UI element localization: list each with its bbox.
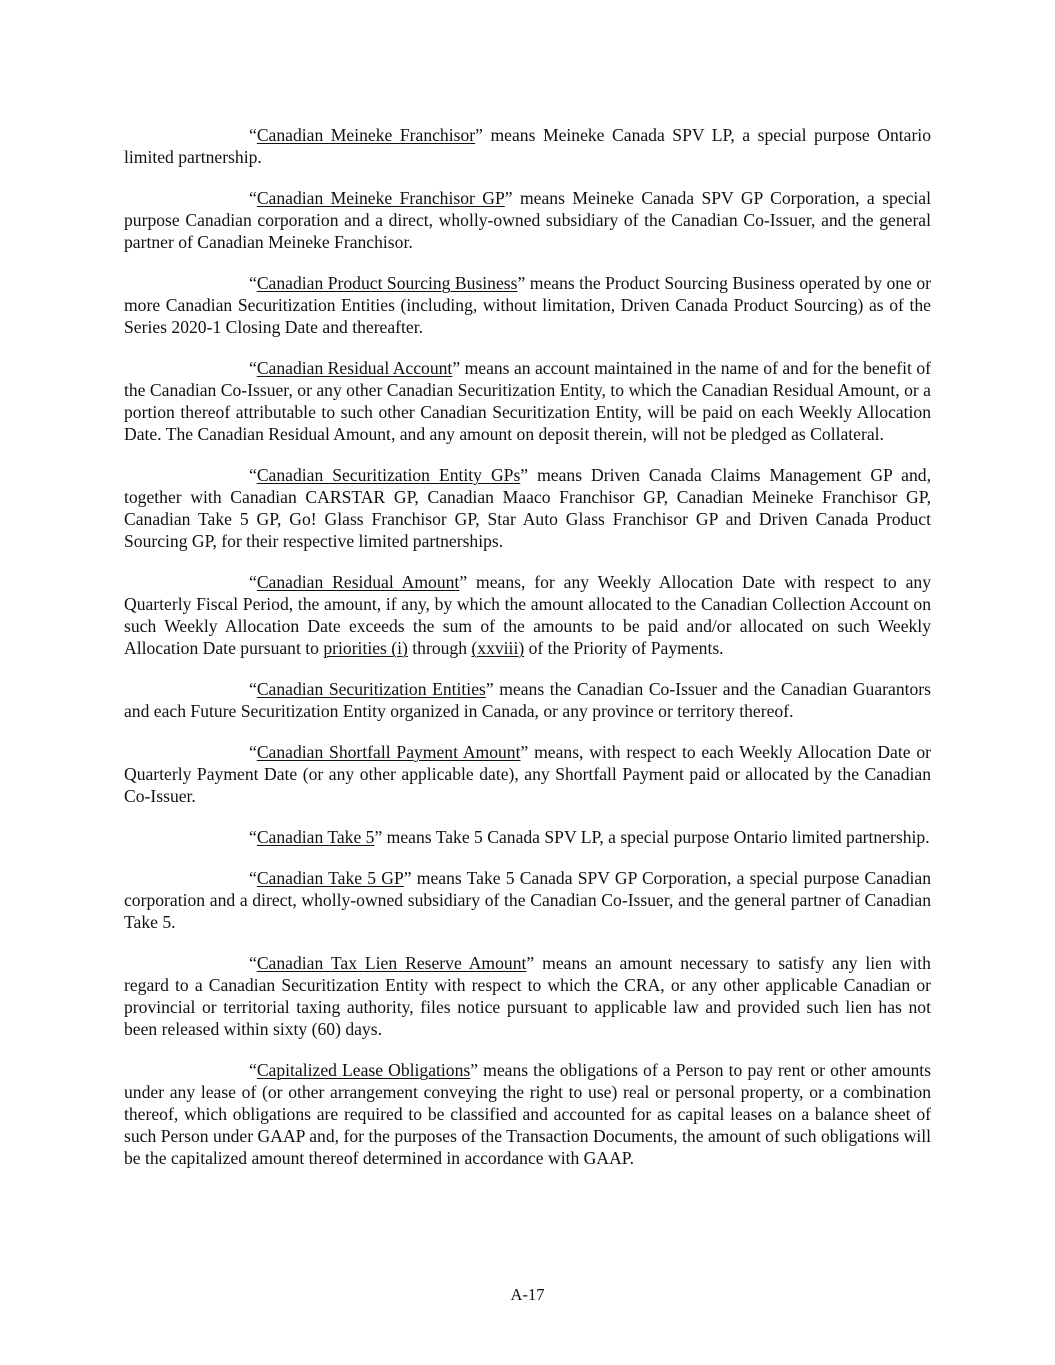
definition-text: means Driven Canada Claims Management GP and, together with Canadian CARSTAR GP, Canadian Maaco Franchisor GP, Canadian Meineke Franchisor GP, Canadian Take 5 GP, Go! Glass Franchisor GP, Star Auto Glass Franchisor GP and Driven Canada Product Sourcing GP, for their respective limited partnerships.	[124, 465, 931, 551]
defined-term: Canadian Shortfall Payment Amount	[256, 742, 521, 762]
defined-term: Canadian Meineke Franchisor GP	[256, 188, 505, 208]
definition-canadian-tax-lien-reserve-amount: “Canadian Tax Lien Reserve Amount” means an amount necessary to satisfy any lien with regard to a Canadian Securitization Entity with respect to which the CRA, or any other applicable Canadian or provincial or territorial taxing authority, files notice pursuant to applicable law and provided such lien has not been released within sixty (60) days.	[124, 953, 931, 1039]
definition-text: means Take 5 Canada SPV LP, a special purpose Ontario limited partnership.	[382, 827, 930, 847]
defined-term: Canadian Product Sourcing Business	[256, 273, 518, 293]
definition-text: means, for any Weekly Allocation Date with respect to any Quarterly Fiscal Period, the amount, if any, by which the amount allocated to the Canadian Collection Account on such Weekly Allocation Date exceeds the sum of the amounts to be paid and/or allocated on such Weekly Allocation Date pursuant to	[124, 572, 931, 658]
defined-term: Canadian Residual Amount	[256, 572, 460, 592]
definition-text: means Take 5 Canada SPV GP Corporation, a special purpose Canadian corporation and a direct, wholly-owned subsidiary of the Canadian Co-Issuer, and the general partner of Canadian Take 5.	[124, 868, 931, 932]
defined-term: Canadian Securitization Entities	[256, 679, 486, 699]
defined-term: Capitalized Lease Obligations	[256, 1060, 471, 1080]
defined-term: Canadian Take 5 GP	[256, 868, 404, 888]
defined-term: Canadian Tax Lien Reserve Amount	[256, 953, 527, 973]
definition-text: means Meineke Canada SPV LP, a special purpose Ontario limited partnership.	[124, 125, 931, 167]
definition-canadian-meineke-franchisor-gp: “Canadian Meineke Franchisor GP” means Meineke Canada SPV GP Corporation, a special purpose Canadian corporation and a direct, wholly-owned subsidiary of the Canadian Co-Issuer, and the general partner of Canadian Meineke Franchisor.	[124, 188, 931, 252]
definition-canadian-meineke-franchisor: “Canadian Meineke Franchisor” means Meineke Canada SPV LP, a special purpose Ontario limited partnership.	[124, 125, 931, 167]
definition-canadian-residual-account: “Canadian Residual Account” means an account maintained in the name of and for the benefit of the Canadian Co-Issuer, or any other Canadian Securitization Entity, to which the Canadian Residual Amount, or a portion thereof attributable to such other Canadian Securitization Entity, will be paid on each Weekly Allocation Date. The Canadian Residual Amount, and any amount on deposit therein, will not be pledged as Collateral.	[124, 358, 931, 444]
definition-canadian-product-sourcing-business: “Canadian Product Sourcing Business” means the Product Sourcing Business operated by one or more Canadian Securitization Entities (including, without limitation, Driven Canada Product Sourcing) as of the Series 2020-1 Closing Date and thereafter.	[124, 273, 931, 337]
cross-reference: (xxviii)	[471, 638, 525, 658]
definition-canadian-take-5-gp: “Canadian Take 5 GP” means Take 5 Canada SPV GP Corporation, a special purpose Canadian corporation and a direct, wholly-owned subsidiary of the Canadian Co-Issuer, and the general partner of Canadian Take 5.	[124, 868, 931, 932]
definition-text: means an account maintained in the name of and for the benefit of the Canadian Co-Issuer, or any other Canadian Securitization Entity, to which the Canadian Residual Amount, or a portion thereof attributable to such other Canadian Securitization Entity, will be paid on each Weekly Allocation Date. The Canadian Residual Amount, and any amount on deposit therein, will not be pledged as Collateral.	[124, 358, 931, 444]
document-body	[124, 124, 931, 1188]
definition-text: means the Canadian Co-Issuer and the Canadian Guarantors and each Future Securitization Entity organized in Canada, or any province or territory thereof.	[124, 679, 932, 721]
definition-text: means the Product Sourcing Business operated by one or more Canadian Securitization Entities (including, without limitation, Driven Canada Product Sourcing) as of the Series 2020-1 Closing Date and thereafter.	[124, 273, 931, 337]
cross-reference: priorities (i)	[323, 638, 408, 658]
definition-capitalized-lease-obligations: “Capitalized Lease Obligations” means the obligations of a Person to pay rent or other amounts under any lease of (or other arrangement conveying the right to use) real or personal property, or a combination thereof, which obligations are required to be classified and accounted for as capital leases on a balance sheet of such Person under GAAP and, for the purposes of the Transaction Documents, the amount of such obligations will be the capitalized amount thereof determined in accordance with GAAP.	[124, 1060, 931, 1168]
page-number: A-17	[510, 1285, 545, 1304]
definition-text: means the obligations of a Person to pay rent or other amounts under any lease of (or other arrangement conveying the right to use) real or personal property, or a combination thereof, which obligations are required to be classified and accounted for as capital leases on a balance sheet of such Person under GAAP and, for the purposes of the Transaction Documents, the amount of such obligations will be the capitalized amount thereof determined in accordance with GAAP.	[124, 1060, 931, 1168]
defined-term: Canadian Residual Account	[256, 358, 453, 378]
definition-canadian-securitization-entity-gps: “Canadian Securitization Entity GPs” means Driven Canada Claims Management GP and, together with Canadian CARSTAR GP, Canadian Maaco Franchisor GP, Canadian Meineke Franchisor GP, Canadian Take 5 GP, Go! Glass Franchisor GP, Star Auto Glass Franchisor GP and Driven Canada Product Sourcing GP, for their respective limited partnerships.	[124, 465, 931, 551]
defined-term: Canadian Take 5	[256, 827, 375, 847]
definition-text: means, with respect to each Weekly Allocation Date or Quarterly Payment Date (or any other applicable date), any Shortfall Payment paid or allocated by the Canadian Co-Issuer.	[124, 742, 931, 806]
definition-text: means Meineke Canada SPV GP Corporation, a special purpose Canadian corporation and a direct, wholly-owned subsidiary of the Canadian Co-Issuer, and the general partner of Canadian Meineke Franchisor.	[124, 188, 931, 252]
definition-canadian-securitization-entities: “Canadian Securitization Entities” means the Canadian Co-Issuer and the Canadian Guarantors and each Future Securitization Entity organized in Canada, or any province or territory thereof.	[124, 679, 932, 721]
defined-term: Canadian Securitization Entity GPs	[256, 465, 521, 485]
definition-text: means an amount necessary to satisfy any lien with regard to a Canadian Securitization Entity with respect to which the CRA, or any other applicable Canadian or provincial or territorial taxing authority, files notice pursuant to applicable law and provided such lien has not been released within sixty (60) days.	[124, 953, 931, 1039]
defined-term: Canadian Meineke Franchisor	[256, 125, 476, 145]
definition-canadian-shortfall-payment-amount: “Canadian Shortfall Payment Amount” means, with respect to each Weekly Allocation Date or Quarterly Payment Date (or any other applicable date), any Shortfall Payment paid or allocated by the Canadian Co-Issuer.	[124, 742, 931, 806]
definition-canadian-take-5: “Canadian Take 5” means Take 5 Canada SPV LP, a special purpose Ontario limited partnership.	[249, 827, 930, 847]
definition-canadian-residual-amount: “Canadian Residual Amount” means, for any Weekly Allocation Date with respect to any Quarterly Fiscal Period, the amount, if any, by which the amount allocated to the Canadian Collection Account on such Weekly Allocation Date exceeds the sum of the amounts to be paid and/or allocated on such Weekly Allocation Date pursuant to priorities (i) through (xxviii) of the Priority of Payments.	[124, 572, 931, 658]
